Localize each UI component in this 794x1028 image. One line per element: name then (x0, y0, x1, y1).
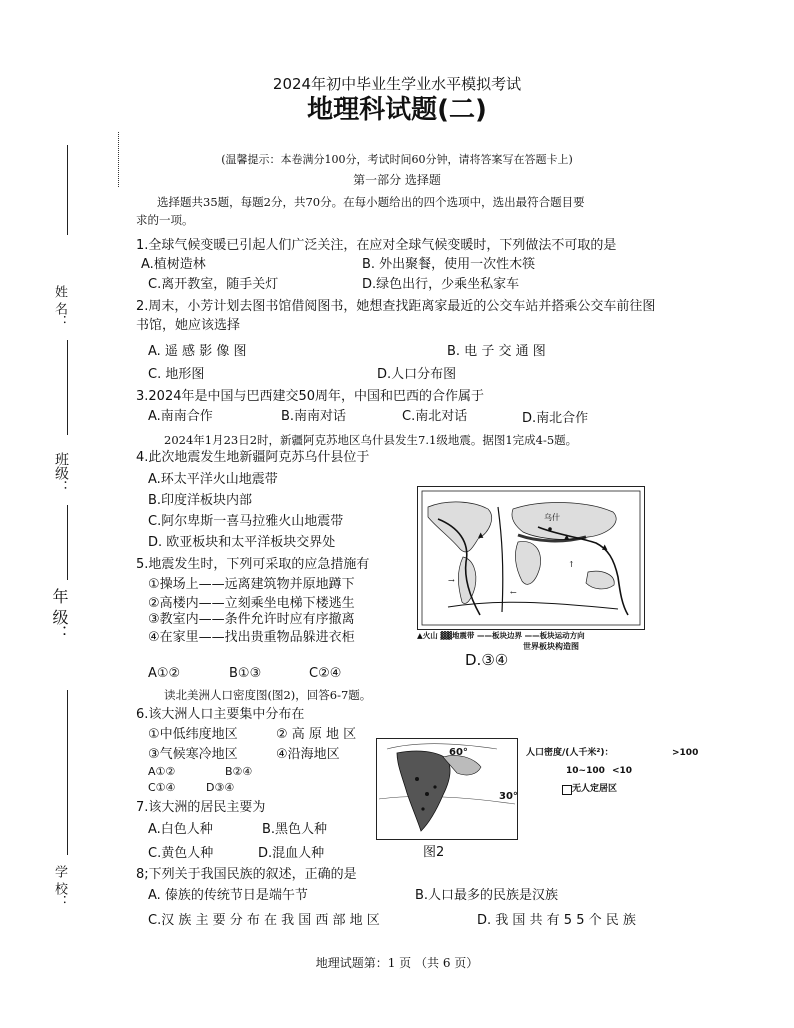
svg-text:▲: ▲ (478, 531, 484, 539)
q7-option-b: B.黑色人种 (262, 822, 328, 837)
q7-option-a: A.白色人种 (148, 822, 213, 837)
world-plate-map-drawing (418, 487, 644, 629)
svg-text:▲: ▲ (564, 533, 570, 541)
svg-text:▲: ▲ (602, 543, 608, 551)
exam-header: 2024年初中毕业生学业水平模拟考试 (272, 75, 522, 93)
density-legend-low: <10 (612, 766, 633, 776)
q4-stem: 4.此次地震发生地新疆阿克苏乌什县位于 (136, 450, 370, 465)
q4-option-a: A.环太平洋火山地震带 (148, 472, 278, 487)
uninhabited-legend-swatch (562, 785, 572, 795)
q8-option-a: A. 傣族的传统节日是端午节 (148, 888, 308, 903)
q2-stem-line2: 书馆，她应该选择 (136, 318, 241, 333)
q2-option-a: A. 遥 感 影 像 图 (148, 344, 247, 359)
q1-option-c: C.离开教室，随手关灯 (148, 277, 279, 292)
q5-item-1: ①操场上——远离建筑物并原地蹲下 (148, 577, 355, 592)
q5-option-a: A①② (148, 666, 181, 681)
q4-option-b: B.印度洋板块内部 (148, 493, 253, 508)
q6-stem: 6.该大洲人口主要集中分布在 (136, 707, 305, 722)
q6-option-a: A①② (148, 765, 176, 778)
world-map-caption: 世界板块构造图 (523, 642, 579, 651)
q5-option-c: C②④ (309, 666, 342, 681)
q6-option-d: D③④ (206, 781, 235, 794)
q3-option-a: A.南南合作 (148, 409, 213, 424)
density-legend-mid: 10~100 (566, 766, 605, 776)
q1-stem: 1.全球气候变暖已引起人们广泛关注，在应对全球气候变暖时，下列做法不可取的是 (136, 238, 617, 253)
north-america-map-drawing (377, 739, 517, 839)
q3-option-c: C.南北对话 (402, 409, 468, 424)
latitude-60-label: 60° (449, 747, 468, 758)
q4-option-d: D. 欧亚板块和太平洋板块交界处 (148, 535, 336, 550)
instruction-line1: 选择题共35题，每题2分，共70分。在每小题给出的四个选项中，选出最符合题目要 (157, 195, 585, 209)
q8-stem: 8;下列关于我国民族的叙述，正确的是 (136, 867, 357, 882)
svg-text:→: → (448, 576, 455, 585)
density-legend-title: 人口密度/(人千米²)： (526, 748, 614, 758)
density-legend-high: >100 (672, 748, 699, 758)
q3-option-b: B.南南对话 (281, 409, 347, 424)
q2-option-d: D.人口分布图 (377, 367, 457, 382)
q5-stem: 5.地震发生时，下列可采取的应急措施有 (136, 557, 370, 572)
class-label: 班级： (53, 452, 69, 494)
fig2-caption: 图2 (423, 845, 445, 860)
svg-text:←: ← (510, 588, 517, 597)
q3-option-d: D.南北合作 (522, 411, 589, 426)
intro-q4-5: 2024年1月23日2时，新疆阿克苏地区乌什县发生7.1级地震。据图1完成4-5题。 (164, 433, 578, 447)
binding-dotted-line (118, 132, 120, 187)
margin-line-1 (67, 145, 68, 235)
map-label-wushi: 乌什 (544, 513, 560, 522)
q4-option-c: C.阿尔卑斯一喜马拉雅火山地震带 (148, 514, 344, 529)
q6-item-3: ③气候寒冷地区 (148, 747, 238, 762)
section-title: 第一部分 选择题 (353, 173, 441, 187)
q8-option-b: B.人口最多的民族是汉族 (415, 888, 559, 903)
page-footer: 地理试题第：1 页 （共 6 页） (315, 956, 479, 970)
q2-option-c: C. 地形图 (148, 367, 205, 382)
intro-q6-7: 读北美洲人口密度图(图2)，回答6-7题。 (164, 688, 372, 702)
q5-option-d: D.③④ (465, 651, 509, 669)
q5-item-3: ③教室内——条件允许时应有序撤离 (148, 612, 355, 627)
margin-line-3 (67, 505, 68, 580)
q2-stem-line1: 2.周末，小芳计划去图书馆借阅图书，她想查找距离家最近的公交车站并搭乘公交车前往图 (136, 299, 656, 314)
name-label: 姓 名： (52, 285, 67, 329)
q6-item-2: ② 高 原 地 区 (276, 727, 357, 742)
q6-option-c: C①④ (148, 781, 176, 794)
q3-stem: 3.2024年是中国与巴西建交50周年，中国和巴西的合作属于 (136, 389, 485, 404)
latitude-30-label: 30° (499, 791, 518, 802)
q1-option-b: B. 外出聚餐，使用一次性木筷 (362, 257, 536, 272)
world-plate-map (417, 486, 645, 630)
q2-option-b: B. 电 子 交 通 图 (447, 344, 546, 359)
margin-line-4 (67, 690, 68, 855)
svg-text:↑: ↑ (568, 560, 575, 569)
grade-label: 年 级： (50, 588, 69, 642)
exam-tip: (温馨提示：本卷满分100分，考试时间60分钟，请将答案写在答题卡上) (221, 153, 573, 166)
q5-item-2: ②高楼内——立刻乘坐电梯下楼逃生 (148, 596, 355, 611)
q5-item-4: ④在家里——找出贵重物品躲进衣柜 (148, 630, 355, 645)
page-title: 地理科试题(二) (307, 95, 487, 125)
density-legend-uninhabited: 无人定居区 (572, 784, 618, 794)
q7-option-c: C.黄色人种 (148, 846, 214, 861)
q7-option-d: D.混血人种 (258, 846, 325, 861)
q7-stem: 7.该大洲的居民主要为 (136, 800, 266, 815)
q6-option-b: B②④ (225, 765, 253, 778)
q5-option-b: B①③ (229, 666, 262, 681)
q6-item-1: ①中低纬度地区 (148, 727, 238, 742)
q1-option-d: D.绿色出行，少乘坐私家车 (362, 277, 520, 292)
q1-option-a: A.植树造林 (141, 257, 206, 272)
q8-option-d: D. 我 国 共 有 5 5 个 民 族 (477, 913, 636, 928)
school-label: 学 校： (52, 865, 67, 909)
q6-item-4: ④沿海地区 (276, 747, 340, 762)
margin-line-2 (67, 340, 68, 435)
world-map-legend: ▲火山 ▓▓地震带 ——板块边界 ——板块运动方向 (417, 631, 585, 640)
q8-option-c: C.汉 族 主 要 分 布 在 我 国 西 部 地 区 (148, 913, 380, 928)
instruction-line2: 求的一项。 (136, 213, 194, 227)
north-america-density-map (376, 738, 518, 840)
